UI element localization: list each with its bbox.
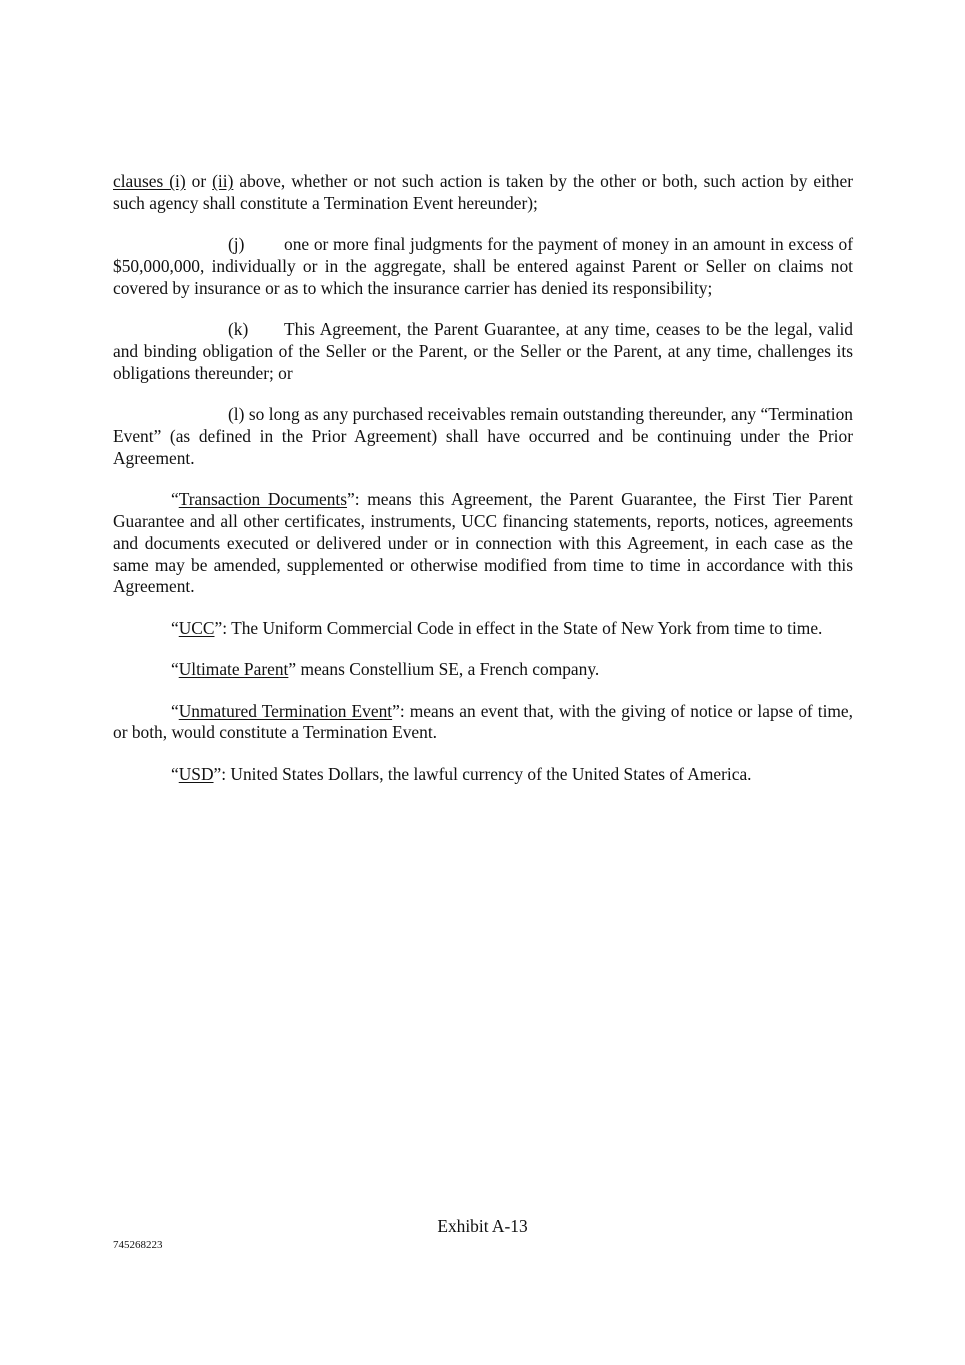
definition-text: ”: means this Agreement, the Parent Guarantee, the First Tier Parent Guarantee and all other certificates, instruments, UCC financing statements, reports, notices, agreements and documents executed or delivered under or in connection with this Agreement, in each case as the same may be amended, supplemented or otherwise modified from time to time in accordance with this Agreement. (113, 489, 853, 597)
definition-text: ” means Constellium SE, a French company. (288, 659, 600, 680)
defined-term: UCC (178, 617, 215, 638)
clause-reference-ii: (ii) (212, 171, 234, 191)
definition-unmatured-termination-event (113, 701, 853, 745)
paragraph-continuation (113, 171, 853, 215)
document-number: 745268223 (113, 1239, 163, 1251)
open-quote: “ (171, 617, 179, 638)
paragraph-clause-j (113, 234, 853, 299)
paragraph-text: above, whether or not such action is taken by the other or both, such action by either such agency shall constitute a Termination Event hereunder); (113, 171, 853, 213)
clause-reference-i: clauses (i) (113, 171, 186, 191)
document-body (113, 171, 853, 805)
clause-label-k: (k) (228, 319, 249, 340)
definition-usd (113, 764, 853, 786)
open-quote: “ (171, 489, 179, 510)
definition-text: ”: The Uniform Commercial Code in effect in the State of New York from time to time. (214, 617, 823, 638)
defined-term: Transaction Documents (178, 489, 348, 510)
clause-text-j: one or more final judgments for the payment of money in an amount in excess of $50,000,000, individually or in the aggregate, shall be entered against Parent or Seller on claims not covered by insurance or as to which the insurance carrier has denied its responsibility; (113, 234, 853, 298)
open-quote: “ (171, 700, 179, 721)
clause-label-l: (l) (228, 404, 245, 425)
clause-text-k: This Agreement, the Parent Guarantee, at any time, ceases to be the legal, valid and binding obligation of the Seller or the Parent, or the Seller or the Parent, at any time, challenges its obligations thereunder; or (113, 319, 853, 383)
exhibit-page-label: Exhibit A-13 (437, 1216, 528, 1236)
paragraph-clause-l (113, 404, 853, 469)
clause-text-l: so long as any purchased receivables remain outstanding thereunder, any “Termination Event” (as defined in the Prior Agreement) shall have occurred and be continuing under the Prior Agreement. (113, 404, 853, 468)
definition-text: ”: United States Dollars, the lawful currency of the United States of America. (213, 763, 752, 784)
definition-ucc (113, 618, 853, 640)
definition-transaction-documents (113, 489, 853, 598)
definition-ultimate-parent (113, 659, 853, 681)
definition-text: ”: means an event that, with the giving of notice or lapse of time, or both, would constitute a Termination Event. (113, 700, 853, 743)
defined-term: Unmatured Termination Event (178, 700, 393, 721)
defined-term: USD (178, 763, 214, 784)
clause-label-j: (j) (228, 234, 245, 255)
open-quote: “ (171, 763, 179, 784)
paragraph-text: or (185, 171, 213, 191)
defined-term: Ultimate Parent (178, 659, 289, 680)
paragraph-clause-k (113, 319, 853, 384)
open-quote: “ (171, 659, 179, 680)
